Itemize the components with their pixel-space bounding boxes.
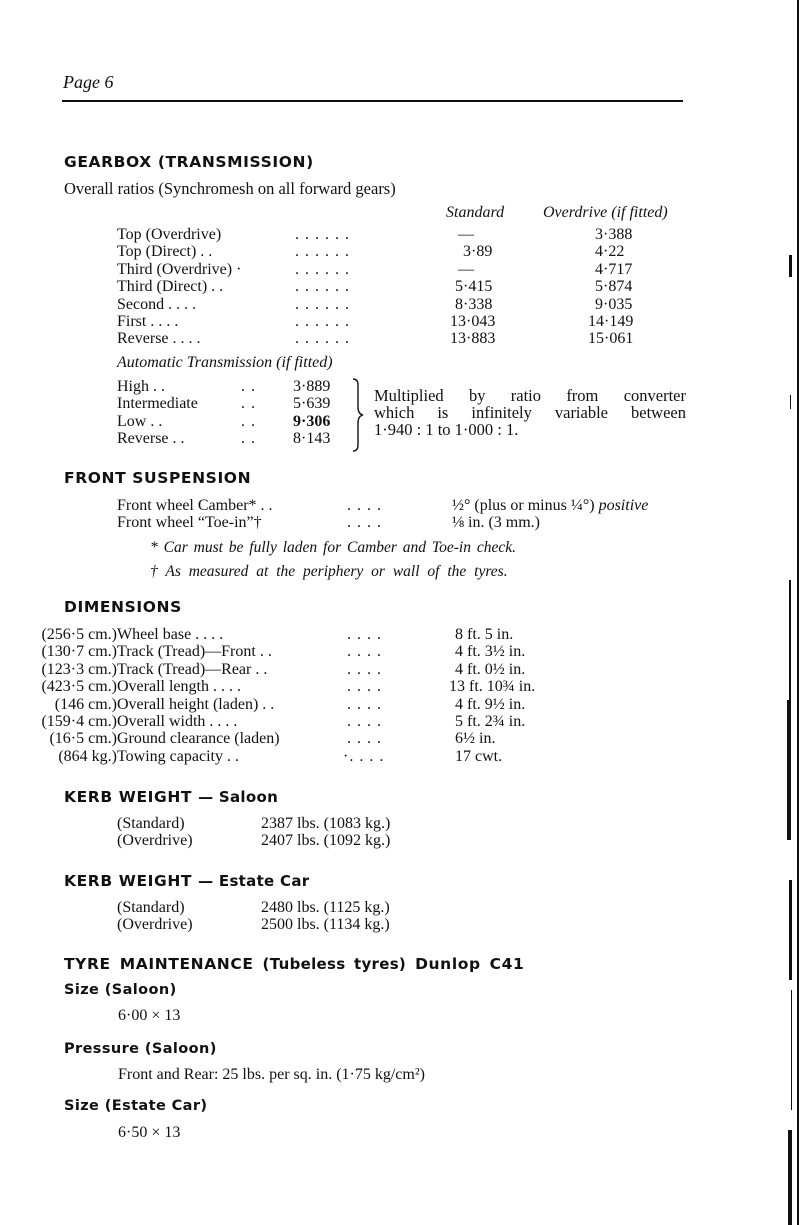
gear-label: Low . . — [117, 412, 163, 430]
leader-dots: ·. . . . — [343, 747, 385, 765]
standard-ratio: 13·043 — [450, 313, 496, 330]
front-suspension-heading: FRONT SUSPENSION — [64, 469, 252, 487]
kerb-weight-title: KERB WEIGHT — [64, 788, 193, 806]
auto-ratio: 8·143 — [293, 430, 331, 448]
dimension-label: Ground clearance (laden) — [117, 730, 280, 748]
pressure-saloon-heading: Pressure (Saloon) — [64, 1041, 217, 1057]
auto-ratio: 5·639 — [293, 395, 331, 413]
spec-label: Front wheel “Toe-in”† — [117, 514, 262, 532]
leader-dots: . . . . — [347, 730, 382, 748]
leader-dots: . . . . — [347, 713, 382, 730]
dimension-label: Overall height (laden) . . — [117, 695, 275, 713]
overdrive-ratio: 5·874 — [595, 278, 633, 296]
scan-edge-mark — [787, 700, 791, 840]
gear-label: Intermediate — [117, 395, 198, 413]
automatic-heading-title: Automatic Transmission — [117, 354, 273, 371]
leader-dots: . . . . . . — [295, 330, 350, 348]
dimension-label: Track (Tread)—Rear . . — [117, 660, 268, 678]
leader-dots: . . . . — [347, 660, 382, 678]
overdrive-ratio: 3·388 — [595, 226, 633, 243]
leader-dots: . . . . — [347, 514, 382, 532]
note-line: Multiplied by ratio from converter — [374, 386, 686, 405]
leader-dots: . . . . . . — [295, 226, 350, 243]
dimension-label: Overall width . . . . — [117, 713, 238, 730]
overdrive-ratio: 14·149 — [588, 313, 634, 330]
dimension-label: Overall length . . . . — [117, 678, 241, 696]
scan-edge-mark — [789, 255, 792, 277]
gearbox-heading: GEARBOX (TRANSMISSION) — [64, 153, 314, 171]
auto-ratio: 3·889 — [293, 378, 331, 395]
standard-ratio: 13·883 — [450, 330, 496, 348]
kerb-weight-estate-table — [117, 899, 437, 935]
leader-dots: . . . . . . — [295, 260, 350, 278]
leader-dots: . . . . — [347, 643, 382, 661]
note-line: 1·940 : 1 to 1·000 : 1. — [374, 420, 519, 439]
camber-value-suffix: positive — [598, 497, 649, 514]
dimension-imperial: 8 ft. 5 in. — [455, 626, 514, 643]
column-header-standard: Standard — [446, 204, 505, 221]
kerb-weight-variant: — Estate Car — [198, 872, 310, 890]
dimension-imperial: 6½ in. — [455, 730, 496, 748]
standard-ratio: — — [458, 260, 474, 278]
automatic-heading-suffix: (if fitted) — [276, 354, 333, 371]
gear-label: Third (Overdrive) · — [117, 260, 242, 278]
overdrive-ratio: 15·061 — [588, 330, 634, 348]
tyre-heading-title: TYRE MAINTENANCE — [64, 955, 254, 973]
leader-dots: . . . . — [347, 678, 382, 696]
gear-label: Reverse . . . . — [117, 330, 201, 348]
camber-value: ½° (plus or minus ¼°) — [452, 497, 595, 514]
leader-dots: . . — [241, 378, 256, 395]
dimension-metric: (159·4 cm.) — [41, 713, 117, 730]
dimension-imperial: 17 cwt. — [455, 747, 503, 765]
footnote-toe-in: † As measured at the periphery or wall of the tyres. — [150, 563, 508, 580]
weight-value: 2480 lbs. (1125 kg.) — [261, 899, 390, 916]
kerb-weight-saloon-heading — [64, 788, 278, 806]
automatic-heading — [117, 354, 333, 372]
dimension-imperial: 4 ft. 0½ in. — [455, 660, 526, 678]
leader-dots: . . . . — [347, 626, 382, 643]
variant-label: (Standard) — [117, 815, 185, 832]
header-rule — [62, 100, 683, 102]
tyre-heading-type: (Tubeless tyres) — [262, 955, 407, 973]
automatic-note — [374, 387, 686, 438]
auto-ratio: 9·306 — [293, 412, 331, 430]
dimension-imperial: 5 ft. 2¾ in. — [455, 713, 526, 730]
overdrive-ratio: 9·035 — [595, 295, 633, 313]
page-number: Page 6 — [63, 72, 114, 92]
pressure-saloon-value: Front and Rear: 25 lbs. per sq. in. (1·75 kg/cm²) — [118, 1066, 425, 1083]
weight-value: 2500 lbs. (1134 kg.) — [261, 916, 390, 934]
automatic-ratio-table — [117, 378, 357, 450]
overdrive-ratio: 4·22 — [595, 243, 625, 261]
kerb-weight-variant: — Saloon — [198, 788, 279, 806]
leader-dots: . . . . — [347, 497, 382, 514]
note-line: which is infinitely variable between — [374, 403, 686, 422]
kerb-weight-estate-heading — [64, 872, 309, 890]
front-suspension-table — [117, 497, 697, 533]
gear-label: Reverse . . — [117, 430, 185, 448]
scan-edge-mark — [790, 395, 791, 409]
dimension-metric: (123·3 cm.) — [41, 660, 117, 678]
footnote-camber: * Car must be fully laden for Camber and Toe-in check. — [150, 539, 516, 556]
dimensions-heading: DIMENSIONS — [64, 598, 182, 616]
leader-dots: . . . . . . — [295, 313, 350, 330]
size-saloon-value: 6·00 × 13 — [118, 1007, 181, 1024]
gear-label: High . . — [117, 378, 165, 395]
dimension-label: Towing capacity . . — [117, 747, 239, 765]
scan-edge-mark — [791, 990, 792, 1110]
dimension-metric: (256·5 cm.) — [41, 626, 117, 643]
spec-value — [452, 497, 648, 515]
standard-ratio: 3·89 — [463, 243, 493, 261]
scan-edge-mark — [788, 1130, 792, 1225]
scan-edge-line — [797, 0, 799, 1225]
weight-value: 2407 lbs. (1092 kg.) — [261, 832, 391, 850]
dimension-metric: (864 kg.) — [58, 747, 117, 765]
tyre-maintenance-heading — [64, 955, 524, 973]
dimension-label: Wheel base . . . . — [117, 626, 224, 643]
gearbox-intro: Overall ratios (Synchromesh on all forward gears) — [64, 179, 396, 198]
spec-label: Front wheel Camber* . . — [117, 497, 273, 514]
leader-dots: . . . . . . — [295, 295, 350, 313]
dimension-metric: (146 cm.) — [54, 695, 117, 713]
leader-dots: . . — [241, 430, 256, 448]
standard-ratio: 5·415 — [455, 278, 493, 296]
toe-in-value: ⅛ in. (3 mm.) — [452, 514, 540, 532]
variant-label: (Overdrive) — [117, 916, 193, 934]
dimension-imperial: 4 ft. 3½ in. — [455, 643, 526, 661]
gear-label: Third (Direct) . . — [117, 278, 224, 296]
leader-dots: . . . . . . — [295, 278, 350, 296]
kerb-weight-saloon-table — [117, 815, 437, 851]
dimension-metric: (423·5 cm.) — [41, 678, 117, 696]
weight-value: 2387 lbs. (1083 kg.) — [261, 815, 391, 832]
leader-dots: . . . . — [347, 695, 382, 713]
dimension-label: Track (Tread)—Front . . — [117, 643, 272, 661]
size-estate-value: 6·50 × 13 — [118, 1124, 181, 1141]
scan-edge-mark — [789, 880, 792, 980]
gear-label: Second . . . . — [117, 295, 197, 313]
variant-label: (Standard) — [117, 899, 185, 916]
dimension-metric: (130·7 cm.) — [41, 643, 117, 661]
dimension-imperial: 13 ft. 10¾ in. — [449, 678, 536, 696]
overdrive-ratio: 4·717 — [595, 260, 633, 278]
tyre-heading-brand: Dunlop C41 — [415, 955, 525, 973]
size-saloon-heading: Size (Saloon) — [64, 982, 177, 998]
leader-dots: . . . . . . — [295, 243, 350, 261]
standard-ratio: — — [458, 226, 474, 243]
dimension-imperial: 4 ft. 9½ in. — [455, 695, 526, 713]
gear-ratio-table — [117, 226, 697, 351]
dimension-metric: (16·5 cm.) — [49, 730, 117, 748]
gear-label: Top (Direct) . . — [117, 243, 213, 261]
scan-edge-mark — [789, 580, 791, 700]
size-estate-heading: Size (Estate Car) — [64, 1098, 208, 1114]
column-header-overdrive: Overdrive (if fitted) — [543, 204, 668, 221]
dimensions-table — [41, 626, 692, 768]
standard-ratio: 8·338 — [455, 295, 493, 313]
brace-icon — [350, 377, 366, 453]
leader-dots: . . — [241, 395, 256, 413]
variant-label: (Overdrive) — [117, 832, 193, 850]
gear-label: Top (Overdrive) — [117, 226, 222, 243]
gear-label: First . . . . — [117, 313, 179, 330]
leader-dots: . . — [241, 412, 256, 430]
kerb-weight-title: KERB WEIGHT — [64, 872, 193, 890]
